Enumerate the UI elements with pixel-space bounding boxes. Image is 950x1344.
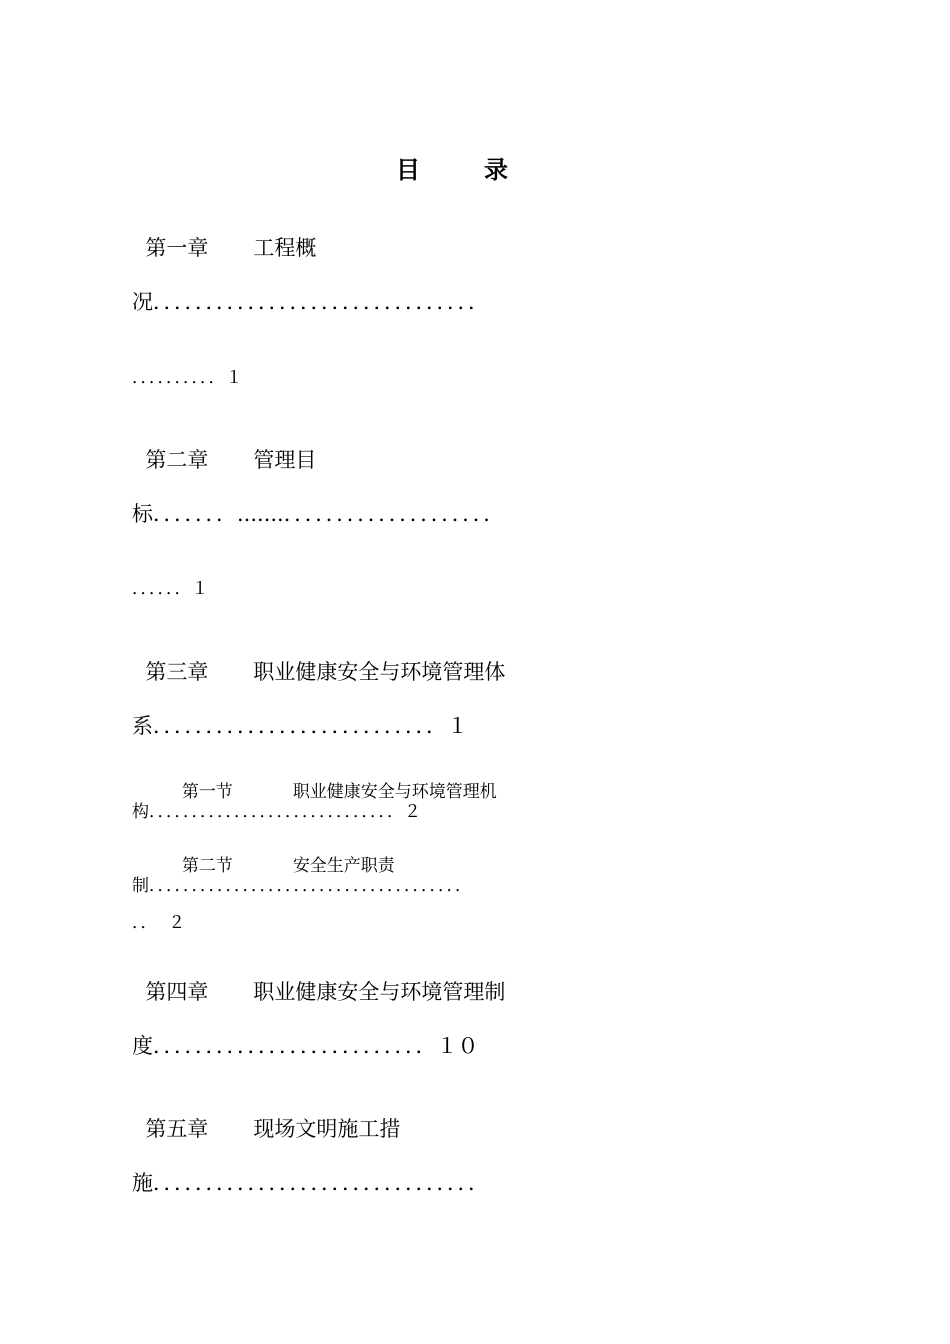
toc-chapter-1-heading[interactable]	[132, 217, 316, 259]
toc-chapter-2-heading[interactable]	[132, 429, 316, 471]
toc-chapter-1-page[interactable]: ．．．．．．．．．．１	[132, 368, 243, 388]
toc-chapter-1-leader[interactable]: 况．．．．．．．．．．．．．．．．．．．．．．．．．．．．．．．	[132, 290, 489, 314]
toc-chapter-3-number: 第三章	[145, 660, 209, 684]
toc-section-2-number: 第二节	[181, 856, 233, 876]
toc-section-2-leader[interactable]: 制．．．．．．．．．．．．．．．．．．．．．．．．．．．．．．．．．．．．．	[132, 876, 472, 896]
toc-chapter-3-heading[interactable]	[132, 641, 505, 683]
toc-chapter-5-name: 现场文明施工措	[253, 1117, 401, 1141]
toc-title-left: 目	[396, 155, 420, 184]
toc-chapter-4-number: 第四章	[145, 980, 209, 1004]
toc-section-1-number: 第一节	[181, 782, 233, 802]
toc-chapter-5-leader[interactable]: 施．．．．．．．．．．．．．．．．．．．．．．．．．．．．．．．	[132, 1171, 489, 1195]
toc-chapter-3-name: 职业健康安全与环境管理体	[253, 660, 506, 684]
toc-chapter-2-name: 管理目	[253, 448, 317, 472]
toc-chapter-5-number: 第五章	[145, 1117, 209, 1141]
toc-chapter-1-number: 第一章	[145, 236, 209, 260]
toc-chapter-4-name: 职业健康安全与环境管理制	[253, 980, 506, 1004]
toc-chapter-2-number: 第二章	[145, 448, 209, 472]
toc-chapter-2-leader[interactable]: 标．．．．．．．.......．．．．．．．．．．．．．．．．．．．．	[132, 502, 505, 526]
toc-section-2-heading[interactable]	[171, 841, 395, 875]
toc-chapter-3-leader[interactable]: 系．．．．．．．．．．．．．．．．．．．．．．．．．．．１	[132, 714, 468, 738]
toc-title	[396, 150, 516, 237]
toc-section-2-page[interactable]: ．． ２	[132, 913, 186, 933]
toc-chapter-4-leader[interactable]: 度．．．．．．．．．．．．．．．．．．．．．．．．．．１０	[132, 1034, 479, 1058]
toc-section-2-name: 安全生产职责	[292, 856, 395, 876]
toc-chapter-2-page[interactable]: ．．．．．．１	[132, 579, 209, 599]
toc-section-1-leader[interactable]: 构．．．．．．．．．．．．．．．．．．．．．．．．．．．．．２	[132, 802, 421, 822]
toc-section-1-name: 职业健康安全与环境管理机	[292, 782, 497, 802]
toc-title-right: 录	[484, 155, 508, 184]
toc-chapter-4-heading[interactable]	[132, 961, 505, 1003]
toc-section-1-heading[interactable]	[171, 767, 497, 801]
toc-chapter-5-heading[interactable]	[132, 1098, 400, 1140]
toc-chapter-1-name: 工程概	[253, 236, 317, 260]
